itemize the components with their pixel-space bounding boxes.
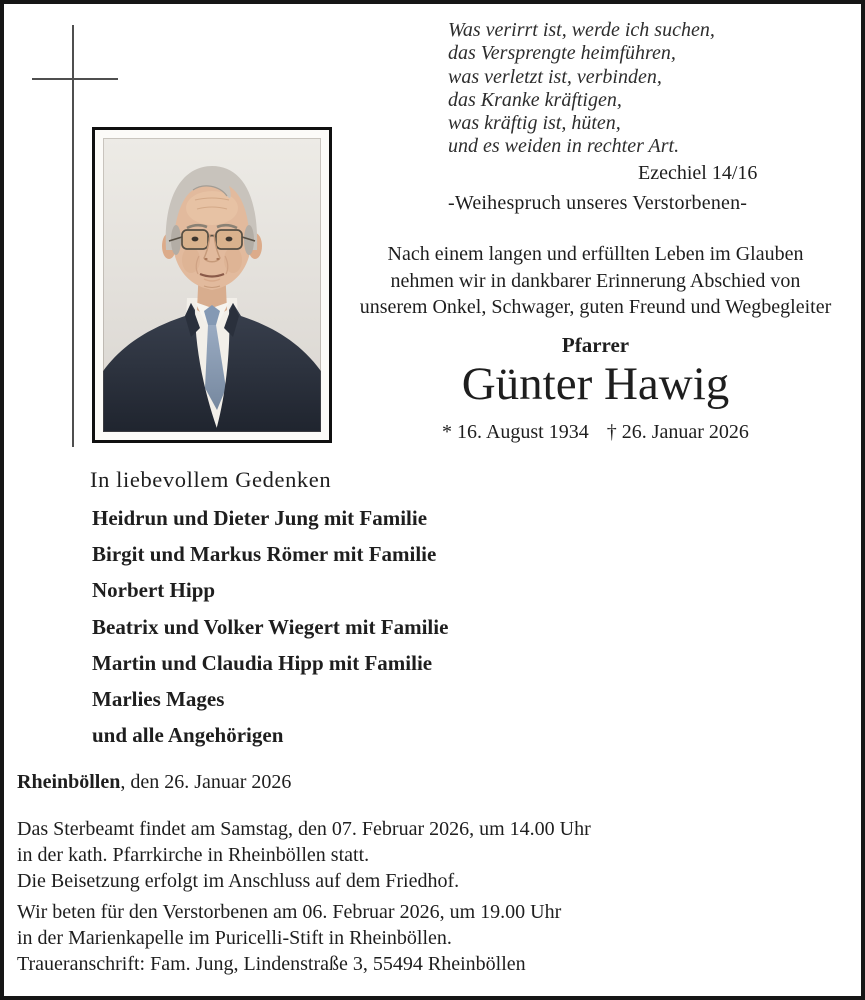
verse-line: was verletzt ist, verbinden, [448, 65, 662, 88]
place-date-line [17, 771, 291, 794]
mourners-list [92, 500, 448, 753]
prayer-info [17, 899, 561, 951]
verse-line: das Versprengte heimführen, [448, 42, 676, 65]
announcement-line: Nach einem langen und erfüllten Leben im Glauben [387, 243, 804, 265]
death-date: † 26. Januar 2026 [606, 421, 749, 443]
cross-vertical-bar [72, 25, 74, 447]
mourning-address: Traueranschrift: Fam. Jung, Lindenstraße 3, 55494 Rheinböllen [17, 953, 526, 975]
verse-attribution: Ezechiel 14/16 [638, 162, 758, 184]
verse-line: und es weiden in rechter Art. [448, 135, 680, 158]
portrait-photo [92, 127, 332, 443]
prayer-line: Wir beten für den Verstorbenen am 06. Februar 2026, um 19.00 Uhr [17, 901, 562, 923]
mourners-intro: In liebevollem Gedenken [90, 467, 332, 492]
verse-line: Was verirrt ist, werde ich suchen, [448, 19, 715, 41]
portrait-illustration [103, 138, 321, 432]
mourner-name: Beatrix und Volker Wiegert mit Familie [92, 614, 449, 639]
mourner-name: Birgit und Markus Römer mit Familie [92, 542, 437, 567]
announcement-line: unserem Onkel, Schwager, guten Freund und Wegbegleiter [359, 296, 832, 318]
deceased-title: Pfarrer [561, 333, 630, 357]
service-line: Das Sterbeamt findet am Samstag, den 07. Februar 2026, um 14.00 Uhr [17, 818, 591, 840]
birth-date: * 16. August 1934 [442, 421, 589, 443]
announcement-line: nehmen wir in dankbarer Erinnerung Abschied von [390, 269, 801, 292]
mourner-name: und alle Angehörigen [92, 723, 284, 748]
dedication-line: -Weihespruch unseres Verstorbenen- [448, 192, 748, 214]
mourner-name: Norbert Hipp [92, 578, 216, 603]
mourner-name: Heidrun und Dieter Jung mit Familie [92, 506, 428, 530]
verse-line: das Kranke kräftigen, [448, 88, 622, 111]
mourner-name: Marlies Mages [92, 687, 225, 712]
prayer-line: in der Marienkapelle im Puricelli-Stift in Rheinböllen. [17, 927, 452, 949]
service-line: in der kath. Pfarrkirche in Rheinböllen statt. [17, 844, 370, 866]
date-text: , den 26. Januar 2026 [120, 771, 292, 793]
verse-line: was kräftig ist, hüten, [448, 112, 621, 135]
mourner-name: Martin und Claudia Hipp mit Familie [92, 650, 433, 675]
deceased-name: Günter Hawig [461, 358, 730, 410]
service-line: Die Beisetzung erfolgt im Anschluss auf dem Friedhof. [17, 870, 460, 892]
announcement-text [317, 241, 865, 321]
place-name: Rheinböllen [17, 771, 121, 793]
cross-horizontal-bar [32, 78, 118, 80]
life-dates [317, 421, 865, 444]
verse-block [448, 19, 715, 159]
service-info [17, 816, 591, 894]
